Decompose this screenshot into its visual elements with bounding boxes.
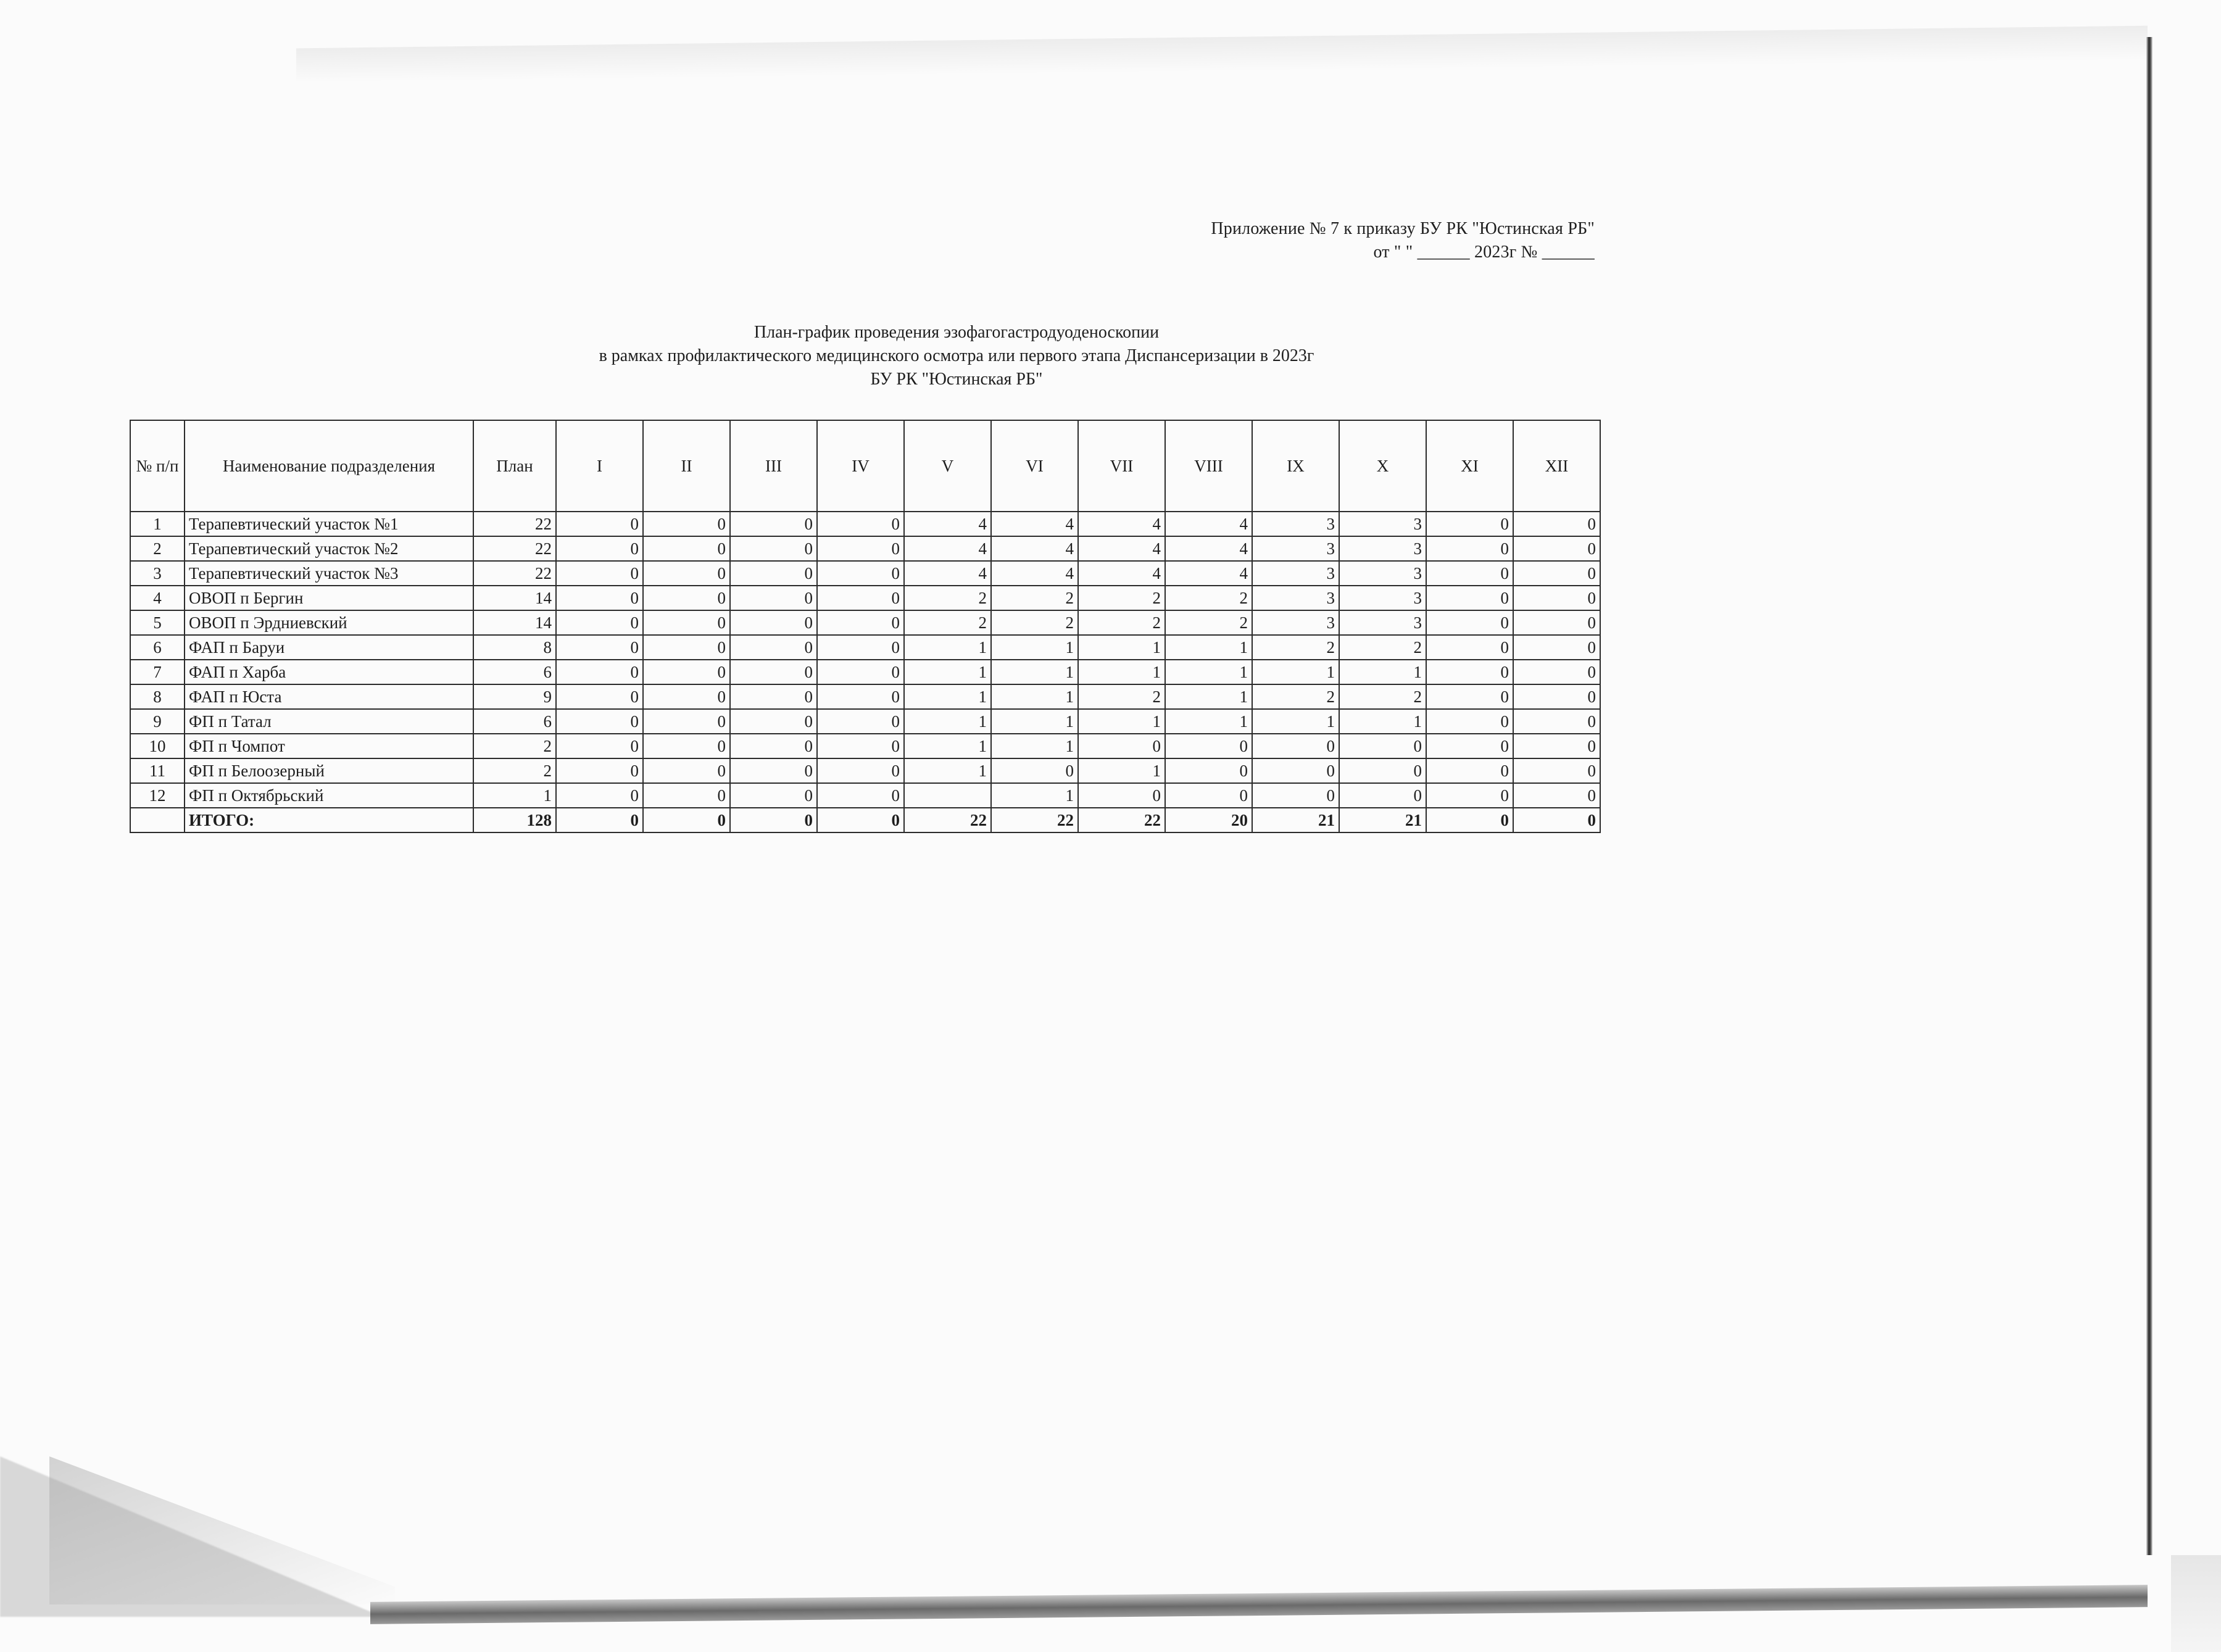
header-month: XII <box>1513 420 1600 512</box>
cell-month: 0 <box>817 709 904 734</box>
header-month: III <box>730 420 817 512</box>
cell-month: 0 <box>1513 512 1600 536</box>
cell-month: 1 <box>904 660 991 684</box>
cell-plan: 1 <box>473 783 556 808</box>
cell-month: 0 <box>730 734 817 758</box>
cell-month: 0 <box>556 660 643 684</box>
cell-month: 0 <box>1252 758 1339 783</box>
table-header-row <box>130 420 1600 512</box>
cell-month: 2 <box>991 586 1078 610</box>
cell-month: 0 <box>1513 586 1600 610</box>
cell-month: 4 <box>1165 512 1252 536</box>
cell-month: 0 <box>730 808 817 832</box>
cell-plan: 6 <box>473 709 556 734</box>
cell-month: 0 <box>556 512 643 536</box>
cell-month: 2 <box>1252 684 1339 709</box>
cell-month: 0 <box>1426 610 1513 635</box>
cell-month: 0 <box>817 635 904 660</box>
cell-month: 0 <box>730 660 817 684</box>
cell-name: ФП п Чомпот <box>185 734 473 758</box>
cell-month: 3 <box>1339 536 1426 561</box>
cell-month: 3 <box>1339 561 1426 586</box>
header-month: I <box>556 420 643 512</box>
cell-month: 1 <box>1078 635 1165 660</box>
cell-month: 0 <box>643 635 730 660</box>
cell-month: 0 <box>817 512 904 536</box>
cell-month: 0 <box>1513 610 1600 635</box>
cell-month: 1 <box>1165 684 1252 709</box>
cell-month: 0 <box>1513 758 1600 783</box>
table-row <box>130 734 1600 758</box>
cell-no: 7 <box>130 660 185 684</box>
cell-month: 0 <box>817 808 904 832</box>
cell-month: 0 <box>643 758 730 783</box>
table-row <box>130 709 1600 734</box>
cell-plan: 14 <box>473 586 556 610</box>
cell-month: 3 <box>1339 610 1426 635</box>
cell-no: 9 <box>130 709 185 734</box>
cell-name: ФАП п Юста <box>185 684 473 709</box>
cell-month: 3 <box>1252 561 1339 586</box>
title-line-1: План-график проведения эзофагогастродуоденоскопии <box>753 323 1160 342</box>
cell-month: 0 <box>1339 783 1426 808</box>
cell-month: 21 <box>1339 808 1426 832</box>
cell-month: 0 <box>817 684 904 709</box>
cell-plan: 9 <box>473 684 556 709</box>
cell-month: 1 <box>1252 660 1339 684</box>
cell-name: ИТОГО: <box>185 808 473 832</box>
cell-month: 1 <box>1339 660 1426 684</box>
cell-month: 3 <box>1252 536 1339 561</box>
header-month: IX <box>1252 420 1339 512</box>
cell-month: 0 <box>730 758 817 783</box>
cell-month: 0 <box>1513 536 1600 561</box>
cell-month: 1 <box>904 758 991 783</box>
cell-month: 0 <box>1513 783 1600 808</box>
cell-no: 2 <box>130 536 185 561</box>
cell-month: 0 <box>730 709 817 734</box>
title-line-2: в рамках профилактического медицинского осмотра или первого этапа Диспансеризации в 2023г <box>599 346 1314 365</box>
cell-month: 2 <box>1078 586 1165 610</box>
cell-month: 1 <box>991 783 1078 808</box>
cell-month: 1 <box>904 635 991 660</box>
cell-month: 0 <box>1078 783 1165 808</box>
cell-month: 0 <box>817 783 904 808</box>
cell-month: 0 <box>1252 734 1339 758</box>
cell-month: 21 <box>1252 808 1339 832</box>
cell-month: 0 <box>643 734 730 758</box>
cell-no: 8 <box>130 684 185 709</box>
cell-month: 2 <box>904 610 991 635</box>
cell-month: 0 <box>1426 660 1513 684</box>
table-row <box>130 758 1600 783</box>
cell-month: 0 <box>991 758 1078 783</box>
cell-name: Терапевтический участок №3 <box>185 561 473 586</box>
cell-month: 0 <box>643 808 730 832</box>
cell-month: 0 <box>1513 709 1600 734</box>
appendix-line-2: от " " ______ 2023г № ______ <box>1373 243 1595 262</box>
cell-name: ФАП п Харба <box>185 660 473 684</box>
cell-month: 0 <box>1513 808 1600 832</box>
cell-month: 3 <box>1252 512 1339 536</box>
cell-month: 22 <box>904 808 991 832</box>
cell-month: 2 <box>904 586 991 610</box>
cell-month: 0 <box>817 734 904 758</box>
table-row <box>130 783 1600 808</box>
cell-month: 0 <box>730 512 817 536</box>
cell-month: 0 <box>1426 783 1513 808</box>
header-month: X <box>1339 420 1426 512</box>
table-row <box>130 610 1600 635</box>
cell-name: ОВОП п Бергин <box>185 586 473 610</box>
cell-month: 0 <box>1339 758 1426 783</box>
cell-month: 2 <box>991 610 1078 635</box>
cell-month: 0 <box>556 561 643 586</box>
header-month: VIII <box>1165 420 1252 512</box>
cell-month: 0 <box>1339 734 1426 758</box>
cell-month: 20 <box>1165 808 1252 832</box>
header-no: № п/п <box>130 420 185 512</box>
cell-plan: 2 <box>473 734 556 758</box>
cell-plan: 6 <box>473 660 556 684</box>
cell-month: 0 <box>817 758 904 783</box>
cell-month: 1 <box>904 734 991 758</box>
cell-month: 1 <box>1252 709 1339 734</box>
cell-month: 0 <box>1513 684 1600 709</box>
table-row <box>130 684 1600 709</box>
table-row <box>130 536 1600 561</box>
cell-month: 1 <box>991 660 1078 684</box>
cell-month: 4 <box>1165 536 1252 561</box>
cell-month: 4 <box>1078 536 1165 561</box>
cell-plan: 8 <box>473 635 556 660</box>
cell-month: 0 <box>643 512 730 536</box>
cell-month: 0 <box>643 783 730 808</box>
scan-background-corner <box>2171 1555 2221 1652</box>
cell-month: 4 <box>991 561 1078 586</box>
cell-month: 4 <box>991 536 1078 561</box>
document-title <box>370 321 1543 391</box>
cell-name: ФАП п Баруи <box>185 635 473 660</box>
cell-month: 0 <box>1165 734 1252 758</box>
cell-month: 0 <box>730 586 817 610</box>
cell-month: 0 <box>1426 734 1513 758</box>
schedule-table <box>130 420 1601 833</box>
scan-top-shadow <box>296 26 2148 83</box>
cell-month: 4 <box>1078 561 1165 586</box>
cell-month: 0 <box>1426 586 1513 610</box>
cell-month: 0 <box>1426 709 1513 734</box>
cell-no: 11 <box>130 758 185 783</box>
cell-month: 1 <box>991 684 1078 709</box>
appendix-line-1: Приложение № 7 к приказу БУ РК "Юстинская РБ" <box>1211 219 1595 238</box>
cell-month: 4 <box>991 512 1078 536</box>
header-month: VII <box>1078 420 1165 512</box>
cell-month: 0 <box>556 709 643 734</box>
cell-plan: 22 <box>473 512 556 536</box>
cell-month: 0 <box>1426 684 1513 709</box>
cell-month: 0 <box>643 684 730 709</box>
total-row <box>130 808 1600 832</box>
cell-month: 0 <box>556 758 643 783</box>
cell-no: 4 <box>130 586 185 610</box>
cell-month: 1 <box>1078 758 1165 783</box>
cell-month: 0 <box>730 610 817 635</box>
cell-month: 3 <box>1339 512 1426 536</box>
cell-month: 4 <box>904 536 991 561</box>
cell-no: 12 <box>130 783 185 808</box>
appendix-note <box>1211 217 1595 264</box>
cell-month: 0 <box>556 586 643 610</box>
cell-month: 0 <box>556 783 643 808</box>
cell-month: 0 <box>730 684 817 709</box>
cell-name: Терапевтический участок №1 <box>185 512 473 536</box>
cell-month: 0 <box>1426 536 1513 561</box>
cell-month: 0 <box>1513 734 1600 758</box>
cell-month: 0 <box>1252 783 1339 808</box>
cell-month: 0 <box>556 734 643 758</box>
cell-month: 0 <box>643 610 730 635</box>
table-row <box>130 635 1600 660</box>
cell-month: 3 <box>1252 586 1339 610</box>
cell-month: 0 <box>817 610 904 635</box>
cell-month: 0 <box>817 536 904 561</box>
cell-month: 0 <box>817 561 904 586</box>
cell-plan: 2 <box>473 758 556 783</box>
header-month: XI <box>1426 420 1513 512</box>
cell-month <box>904 783 991 808</box>
cell-name: ОВОП п Эрдниевский <box>185 610 473 635</box>
cell-plan: 128 <box>473 808 556 832</box>
cell-month: 4 <box>1165 561 1252 586</box>
cell-month: 1 <box>1165 709 1252 734</box>
cell-no: 10 <box>130 734 185 758</box>
cell-no: 5 <box>130 610 185 635</box>
header-plan: План <box>473 420 556 512</box>
cell-month: 2 <box>1339 635 1426 660</box>
table-row <box>130 660 1600 684</box>
cell-month: 2 <box>1165 586 1252 610</box>
cell-month: 4 <box>904 561 991 586</box>
header-month: VI <box>991 420 1078 512</box>
cell-plan: 14 <box>473 610 556 635</box>
cell-month: 0 <box>556 635 643 660</box>
cell-name: ФП п Белоозерный <box>185 758 473 783</box>
cell-month: 2 <box>1165 610 1252 635</box>
cell-month: 1 <box>1165 635 1252 660</box>
table-row <box>130 512 1600 536</box>
cell-month: 1 <box>1078 660 1165 684</box>
cell-month: 0 <box>556 610 643 635</box>
cell-month: 0 <box>730 536 817 561</box>
cell-month: 0 <box>643 536 730 561</box>
cell-month: 0 <box>1426 758 1513 783</box>
cell-plan: 22 <box>473 561 556 586</box>
cell-month: 0 <box>730 561 817 586</box>
header-month: II <box>643 420 730 512</box>
cell-month: 0 <box>817 660 904 684</box>
cell-month: 0 <box>817 586 904 610</box>
header-month: V <box>904 420 991 512</box>
cell-month: 0 <box>556 536 643 561</box>
cell-month: 0 <box>556 808 643 832</box>
cell-no: 3 <box>130 561 185 586</box>
cell-month: 0 <box>1426 635 1513 660</box>
table-row <box>130 586 1600 610</box>
cell-month: 0 <box>730 635 817 660</box>
cell-plan: 22 <box>473 536 556 561</box>
cell-month: 0 <box>643 561 730 586</box>
cell-month: 0 <box>1513 561 1600 586</box>
cell-month: 1 <box>904 709 991 734</box>
cell-month: 0 <box>643 586 730 610</box>
cell-month: 0 <box>1078 734 1165 758</box>
cell-month: 1 <box>904 684 991 709</box>
cell-month: 22 <box>991 808 1078 832</box>
cell-month: 1 <box>1339 709 1426 734</box>
cell-month: 1 <box>1078 709 1165 734</box>
cell-month: 22 <box>1078 808 1165 832</box>
cell-month: 0 <box>1165 783 1252 808</box>
cell-month: 0 <box>1513 660 1600 684</box>
cell-month: 3 <box>1339 586 1426 610</box>
cell-month: 2 <box>1252 635 1339 660</box>
cell-month: 2 <box>1078 684 1165 709</box>
cell-month: 1 <box>991 635 1078 660</box>
cell-name: Терапевтический участок №2 <box>185 536 473 561</box>
cell-month: 1 <box>991 709 1078 734</box>
cell-month: 0 <box>1513 635 1600 660</box>
cell-no: 6 <box>130 635 185 660</box>
page-edge-shadow <box>2146 37 2153 1555</box>
cell-month: 0 <box>643 709 730 734</box>
header-name: Наименование подразделения <box>185 420 473 512</box>
cell-month: 0 <box>556 684 643 709</box>
cell-no <box>130 808 185 832</box>
table-body <box>130 512 1600 832</box>
cell-month: 4 <box>1078 512 1165 536</box>
cell-month: 1 <box>1165 660 1252 684</box>
cell-name: ФП п Октябрьский <box>185 783 473 808</box>
cell-month: 1 <box>991 734 1078 758</box>
cell-month: 2 <box>1078 610 1165 635</box>
cell-month: 3 <box>1252 610 1339 635</box>
cell-name: ФП п Татал <box>185 709 473 734</box>
cell-no: 1 <box>130 512 185 536</box>
table-row <box>130 561 1600 586</box>
cell-month: 0 <box>730 783 817 808</box>
cell-month: 0 <box>1426 808 1513 832</box>
cell-month: 0 <box>1426 561 1513 586</box>
cell-month: 4 <box>904 512 991 536</box>
cell-month: 0 <box>643 660 730 684</box>
cell-month: 0 <box>1426 512 1513 536</box>
scan-bottom-edge <box>370 1585 2148 1624</box>
header-month: IV <box>817 420 904 512</box>
title-line-3: БУ РК "Юстинская РБ" <box>870 370 1043 389</box>
cell-month: 0 <box>1165 758 1252 783</box>
cell-month: 2 <box>1339 684 1426 709</box>
